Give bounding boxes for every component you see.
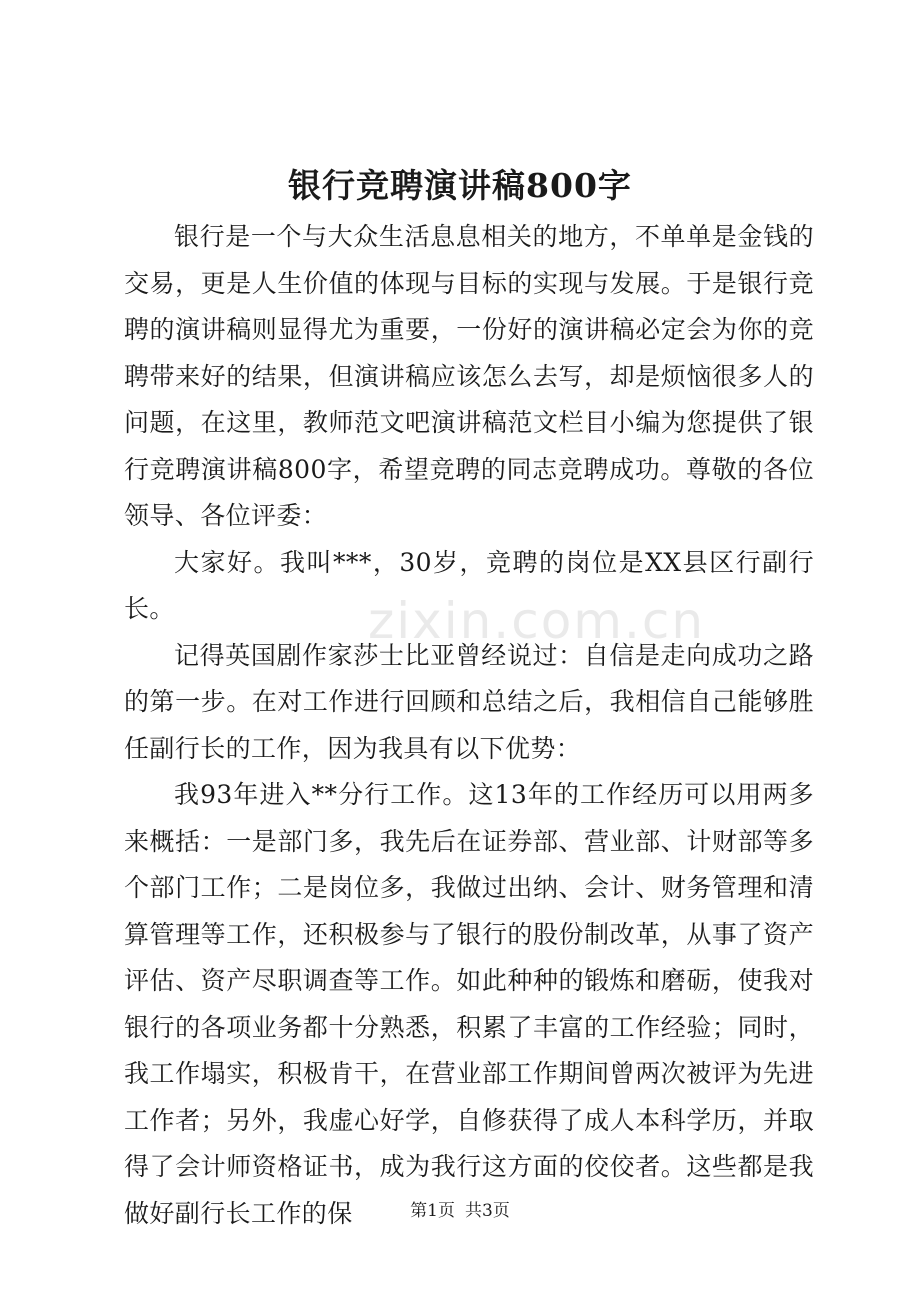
watermark: zixin.com.cn <box>368 592 706 650</box>
paragraph-experience: 我93年进入**分行工作。这13年的工作经历可以用两多来概括：一是部门多，我先后在证券部、营业部、计财部等多个部门工作；二是岗位多，我做过出纳、会计、财务管理和清算管理等工作，还积极参与了银行的股份制改革，从事了资产评估、资产尽职调查等工作。如此种种的锻炼和磨砺，使我对银行的各项业务都十分熟悉，积累了丰富的工作经验；同时，我工作塌实，积极肯干，在营业部工作期间曾两次被评为先进工作者；另外，我虚心好学，自修获得了成人本科学历，并取得了会计师资格证书，成为我行这方面的佼佼者。这些都是我做好副行长工作的保 <box>124 780 814 1228</box>
paragraph-greeting: 大家好。我叫***，30岁，竞聘的岗位是XX县区行副行长。 <box>124 547 814 623</box>
paragraph-intro: 银行是一个与大众生活息息相关的地方，不单单是金钱的交易，更是人生价值的体现与目标的实现与发展。于是银行竞聘的演讲稿则显得尤为重要，一份好的演讲稿必定会为你的竞聘带来好的结果，但演讲稿应该怎么去写，却是烦恼很多人的问题，在这里，教师范文吧演讲稿范文栏目小编为您提供了银行竞聘演讲稿800字，希望竞聘的同志竞聘成功。尊敬的各位领导、各位评委： <box>124 222 814 530</box>
page-number: 第1页 <box>410 1201 455 1221</box>
paragraph-quote: 记得英国剧作家莎士比亚曾经说过：自信是走向成功之路的第一步。在对工作进行回顾和总结之后，我相信自己能够胜任副行长的工作，因为我具有以下优势： <box>124 640 814 763</box>
page-footer <box>0 1198 920 1224</box>
document-title: 银行竞聘演讲稿800字 <box>288 166 632 205</box>
document-body <box>124 214 814 1237</box>
page-total: 共3页 <box>465 1201 510 1221</box>
